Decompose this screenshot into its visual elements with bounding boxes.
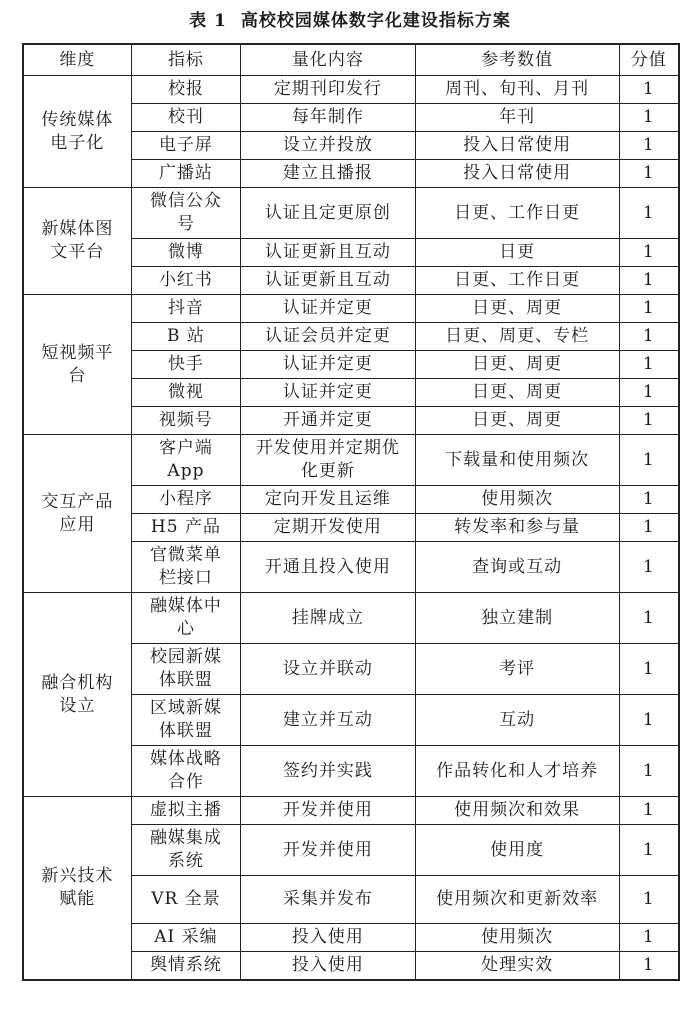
reference-value-cell: 使用度 [415, 825, 619, 876]
quantified-content-cell: 认证且定更原创 [241, 188, 416, 239]
quantified-content-cell: 建立且播报 [241, 160, 416, 188]
indicator-cell: 媒体战略合作 [131, 746, 240, 797]
header-row [23, 44, 679, 76]
indicator-cell: VR 全景 [131, 876, 240, 924]
quantified-content-cell: 认证并定更 [241, 295, 416, 323]
indicator-cell: 广播站 [131, 160, 240, 188]
reference-value-cell: 使用频次 [415, 924, 619, 952]
indicator-cell: 客户端 App [131, 435, 240, 486]
indicator-cell: 电子屏 [131, 132, 240, 160]
score-cell: 1 [619, 952, 679, 981]
score-cell: 1 [619, 379, 679, 407]
score-cell: 1 [619, 160, 679, 188]
table-body [23, 76, 679, 981]
dimension-cell: 融合机构设立 [23, 593, 131, 797]
quantified-content-cell: 签约并实践 [241, 746, 416, 797]
reference-value-cell: 下载量和使用频次 [415, 435, 619, 486]
indicator-cell: 微视 [131, 379, 240, 407]
score-cell: 1 [619, 695, 679, 746]
reference-value-cell: 年刊 [415, 104, 619, 132]
reference-value-cell: 日更、工作日更 [415, 188, 619, 239]
table-title: 高校校园媒体数字化建设指标方案 [240, 11, 511, 31]
score-cell: 1 [619, 435, 679, 486]
score-cell: 1 [619, 295, 679, 323]
indicator-cell: 舆情系统 [131, 952, 240, 981]
table-number: 表 1 [189, 11, 227, 31]
score-cell: 1 [619, 188, 679, 239]
indicator-cell: 小程序 [131, 486, 240, 514]
table-row [23, 435, 679, 486]
indicator-cell: 校园新媒体联盟 [131, 644, 240, 695]
indicator-cell: 校报 [131, 76, 240, 104]
quantified-content-cell: 定期开发使用 [241, 514, 416, 542]
reference-value-cell: 使用频次和更新效率 [415, 876, 619, 924]
indicator-cell: 虚拟主播 [131, 797, 240, 825]
reference-value-cell: 作品转化和人才培养 [415, 746, 619, 797]
indicator-cell: 区域新媒体联盟 [131, 695, 240, 746]
reference-value-cell: 投入日常使用 [415, 132, 619, 160]
header-dimension: 维度 [23, 44, 131, 76]
quantified-content-cell: 开通并定更 [241, 407, 416, 435]
quantified-content-cell: 认证会员并定更 [241, 323, 416, 351]
quantified-content-cell: 设立并投放 [241, 132, 416, 160]
reference-value-cell: 日更、周更 [415, 379, 619, 407]
score-cell: 1 [619, 132, 679, 160]
table-row [23, 76, 679, 104]
table-row [23, 797, 679, 825]
quantified-content-cell: 开通且投入使用 [241, 542, 416, 593]
quantified-content-cell: 认证更新且互动 [241, 239, 416, 267]
score-cell: 1 [619, 351, 679, 379]
indicator-cell: 融媒体中心 [131, 593, 240, 644]
dimension-cell: 新媒体图文平台 [23, 188, 131, 295]
quantified-content-cell: 开发并使用 [241, 825, 416, 876]
reference-value-cell: 互动 [415, 695, 619, 746]
quantified-content-cell: 认证并定更 [241, 379, 416, 407]
reference-value-cell: 日更、周更、专栏 [415, 323, 619, 351]
table-caption [0, 6, 700, 31]
reference-value-cell: 日更、工作日更 [415, 267, 619, 295]
score-cell: 1 [619, 797, 679, 825]
indicator-cell: 快手 [131, 351, 240, 379]
quantified-content-cell: 定向开发且运维 [241, 486, 416, 514]
header-indicator: 指标 [131, 44, 240, 76]
indicator-cell: 微信公众号 [131, 188, 240, 239]
dimension-cell: 新兴技术赋能 [23, 797, 131, 981]
header-score: 分值 [619, 44, 679, 76]
reference-value-cell: 日更、周更 [415, 351, 619, 379]
score-cell: 1 [619, 746, 679, 797]
quantified-content-cell: 认证并定更 [241, 351, 416, 379]
reference-value-cell: 周刊、旬刊、月刊 [415, 76, 619, 104]
indicator-cell: 微博 [131, 239, 240, 267]
indicator-cell: B 站 [131, 323, 240, 351]
score-cell: 1 [619, 542, 679, 593]
reference-value-cell: 考评 [415, 644, 619, 695]
score-cell: 1 [619, 825, 679, 876]
indicator-cell: 抖音 [131, 295, 240, 323]
reference-value-cell: 处理实效 [415, 952, 619, 981]
score-cell: 1 [619, 407, 679, 435]
quantified-content-cell: 投入使用 [241, 924, 416, 952]
quantified-content-cell: 投入使用 [241, 952, 416, 981]
score-cell: 1 [619, 593, 679, 644]
quantified-content-cell: 定期刊印发行 [241, 76, 416, 104]
score-cell: 1 [619, 267, 679, 295]
reference-value-cell: 投入日常使用 [415, 160, 619, 188]
score-cell: 1 [619, 76, 679, 104]
indicator-cell: AI 采编 [131, 924, 240, 952]
score-cell: 1 [619, 644, 679, 695]
quantified-content-cell: 采集并发布 [241, 876, 416, 924]
score-cell: 1 [619, 514, 679, 542]
reference-value-cell: 独立建制 [415, 593, 619, 644]
indicator-cell: 小红书 [131, 267, 240, 295]
indicator-cell: 官微菜单栏接口 [131, 542, 240, 593]
indicator-cell: 视频号 [131, 407, 240, 435]
indicator-cell: 校刊 [131, 104, 240, 132]
score-cell: 1 [619, 239, 679, 267]
quantified-content-cell: 开发使用并定期优化更新 [241, 435, 416, 486]
quantified-content-cell: 挂牌成立 [241, 593, 416, 644]
quantified-content-cell: 开发并使用 [241, 797, 416, 825]
table-row [23, 593, 679, 644]
reference-value-cell: 查询或互动 [415, 542, 619, 593]
quantified-content-cell: 设立并联动 [241, 644, 416, 695]
dimension-cell: 交互产品应用 [23, 435, 131, 593]
quantified-content-cell: 每年制作 [241, 104, 416, 132]
indicator-table [22, 43, 680, 981]
reference-value-cell: 使用频次和效果 [415, 797, 619, 825]
header-quantified-content: 量化内容 [241, 44, 416, 76]
score-cell: 1 [619, 486, 679, 514]
quantified-content-cell: 建立并互动 [241, 695, 416, 746]
table-row [23, 295, 679, 323]
dimension-cell: 传统媒体电子化 [23, 76, 131, 188]
score-cell: 1 [619, 104, 679, 132]
reference-value-cell: 转发率和参与量 [415, 514, 619, 542]
reference-value-cell: 日更、周更 [415, 407, 619, 435]
header-reference-value: 参考数值 [415, 44, 619, 76]
reference-value-cell: 日更 [415, 239, 619, 267]
table-row [23, 188, 679, 239]
score-cell: 1 [619, 876, 679, 924]
reference-value-cell: 使用频次 [415, 486, 619, 514]
indicator-cell: 融媒集成系统 [131, 825, 240, 876]
quantified-content-cell: 认证更新且互动 [241, 267, 416, 295]
indicator-cell: H5 产品 [131, 514, 240, 542]
dimension-cell: 短视频平台 [23, 295, 131, 435]
score-cell: 1 [619, 924, 679, 952]
score-cell: 1 [619, 323, 679, 351]
reference-value-cell: 日更、周更 [415, 295, 619, 323]
